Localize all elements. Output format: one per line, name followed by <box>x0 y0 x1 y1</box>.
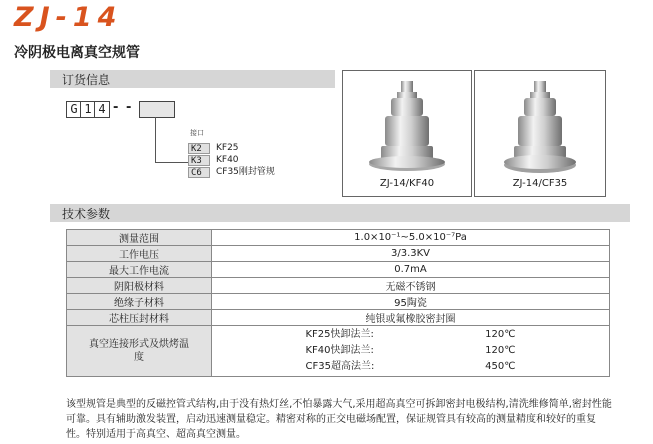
code-dash-2: - <box>126 100 132 115</box>
bake-type: CF35超高法兰: <box>305 361 375 372</box>
tech-params-table <box>66 229 610 377</box>
bake-row-cf35 <box>306 359 516 375</box>
param-value: 无磁不锈钢 <box>212 278 610 294</box>
interface-option-box <box>139 101 175 118</box>
bake-type: KF25快卸法兰: <box>305 329 374 340</box>
bake-label: 真空连接形式及烘烤温度 <box>67 326 212 377</box>
bake-type: KF40快卸法兰: <box>305 345 374 356</box>
param-value: 3/3.3KV <box>212 246 610 262</box>
product-name: 冷阴极电离真空规管 <box>14 45 140 61</box>
option-desc-k3: KF40 <box>216 155 239 165</box>
param-value: 1.0×10⁻¹~5.0×10⁻⁷Pa <box>212 230 610 246</box>
product-photo-cf35 <box>474 70 606 197</box>
bake-row-kf40 <box>306 343 516 359</box>
order-info-title: 订货信息 <box>62 73 111 87</box>
connector-line <box>155 162 188 163</box>
code-box-3: 4 <box>94 101 110 118</box>
table-row <box>67 326 610 377</box>
param-value: 0.7mA <box>212 262 610 278</box>
order-info-section <box>50 70 335 88</box>
tech-params-section <box>50 204 630 222</box>
product-description: 该型规管是典型的反磁控管式结构,由于没有热灯丝,不怕暴露大气,采用超高真空可拆卸密封电极结构,清洗维修简单,密封性能可靠。具有辅助激发装置，启动迅速测量稳定。精密对称的正交电磁场配置，保证规管具有较高的测量精度和较好的重复性。特别适用于高真空、超高真空测量。 <box>66 399 612 440</box>
table-row <box>67 310 610 326</box>
vacuum-gauge-icon <box>343 71 471 181</box>
param-value: 95陶瓷 <box>212 294 610 310</box>
table-row <box>67 230 610 246</box>
table-row <box>67 278 610 294</box>
bake-values <box>212 326 610 377</box>
option-code-k2: K2 <box>188 143 210 154</box>
param-label: 绝缘子材料 <box>67 294 212 310</box>
bake-temp: 120℃ <box>485 345 516 356</box>
bake-row-kf25 <box>306 327 516 343</box>
code-box-1: G <box>66 101 82 118</box>
option-code-c6: C6 <box>188 167 210 178</box>
param-label: 最大工作电流 <box>67 262 212 278</box>
photo-caption-cf35: ZJ-14/CF35 <box>512 178 568 189</box>
param-value: 纯银或氟橡胶密封圈 <box>212 310 610 326</box>
table-row <box>67 246 610 262</box>
bake-temp: 450℃ <box>485 361 516 372</box>
code-dash: - <box>113 100 119 115</box>
photo-caption-kf40: ZJ-14/KF40 <box>379 178 435 189</box>
connector-line <box>155 117 156 162</box>
vacuum-gauge-icon <box>475 71 605 181</box>
table-row <box>67 294 610 310</box>
param-label: 工作电压 <box>67 246 212 262</box>
option-code-k3: K3 <box>188 155 210 166</box>
param-label: 芯柱压封材料 <box>67 310 212 326</box>
code-box-2: 1 <box>80 101 96 118</box>
param-label: 测量范围 <box>67 230 212 246</box>
interface-label: 接口 <box>190 129 204 137</box>
bake-temp: 120℃ <box>485 329 516 340</box>
param-label: 阴阳极材料 <box>67 278 212 294</box>
table-row <box>67 262 610 278</box>
model-title: ZJ-14 <box>14 2 123 33</box>
product-photo-kf40 <box>342 70 472 197</box>
option-desc-k2: KF25 <box>216 143 239 153</box>
tech-params-title: 技术参数 <box>62 207 111 221</box>
option-desc-c6: CF35刚封管规 <box>216 167 275 177</box>
